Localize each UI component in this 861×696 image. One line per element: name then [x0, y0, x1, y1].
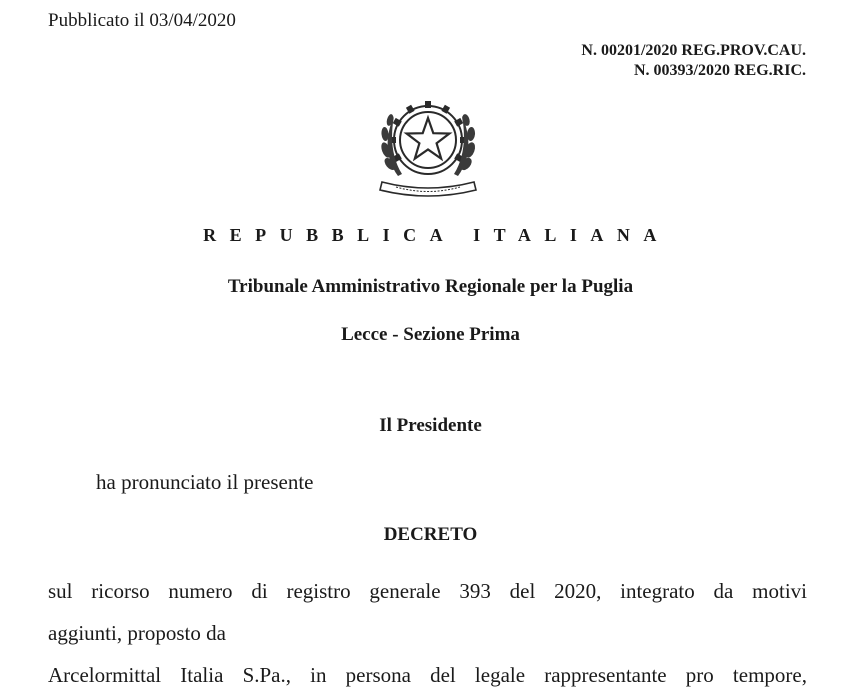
decree-heading: DECRETO: [383, 524, 478, 545]
decree-body: [48, 570, 807, 696]
reg-prov-cau: N. 00201/2020 REG.PROV.CAU.: [581, 42, 806, 59]
court-section: Lecce - Sezione Prima: [341, 324, 520, 345]
registry-numbers: [581, 41, 806, 81]
body-line: Arcelormittal Italia S.Pa., in persona del legale rappresentante pro tempore,: [48, 663, 807, 687]
tribunal-name: Tribunale Amministrativo Regionale per la Puglia: [227, 276, 634, 297]
pronounced-text: ha pronunciato il presente: [96, 470, 314, 494]
president-heading: Il Presidente: [379, 415, 482, 436]
republic-heading: REPUBBLICA ITALIANA: [203, 225, 670, 245]
body-line: sul ricorso numero di registro generale 393 del 2020, integrato da motivi: [48, 579, 807, 603]
reg-ric: N. 00393/2020 REG.RIC.: [633, 62, 806, 79]
body-line: aggiunti, proposto da: [48, 621, 226, 645]
italian-republic-emblem-icon: [376, 90, 480, 202]
publication-date: Pubblicato il 03/04/2020: [48, 10, 236, 31]
